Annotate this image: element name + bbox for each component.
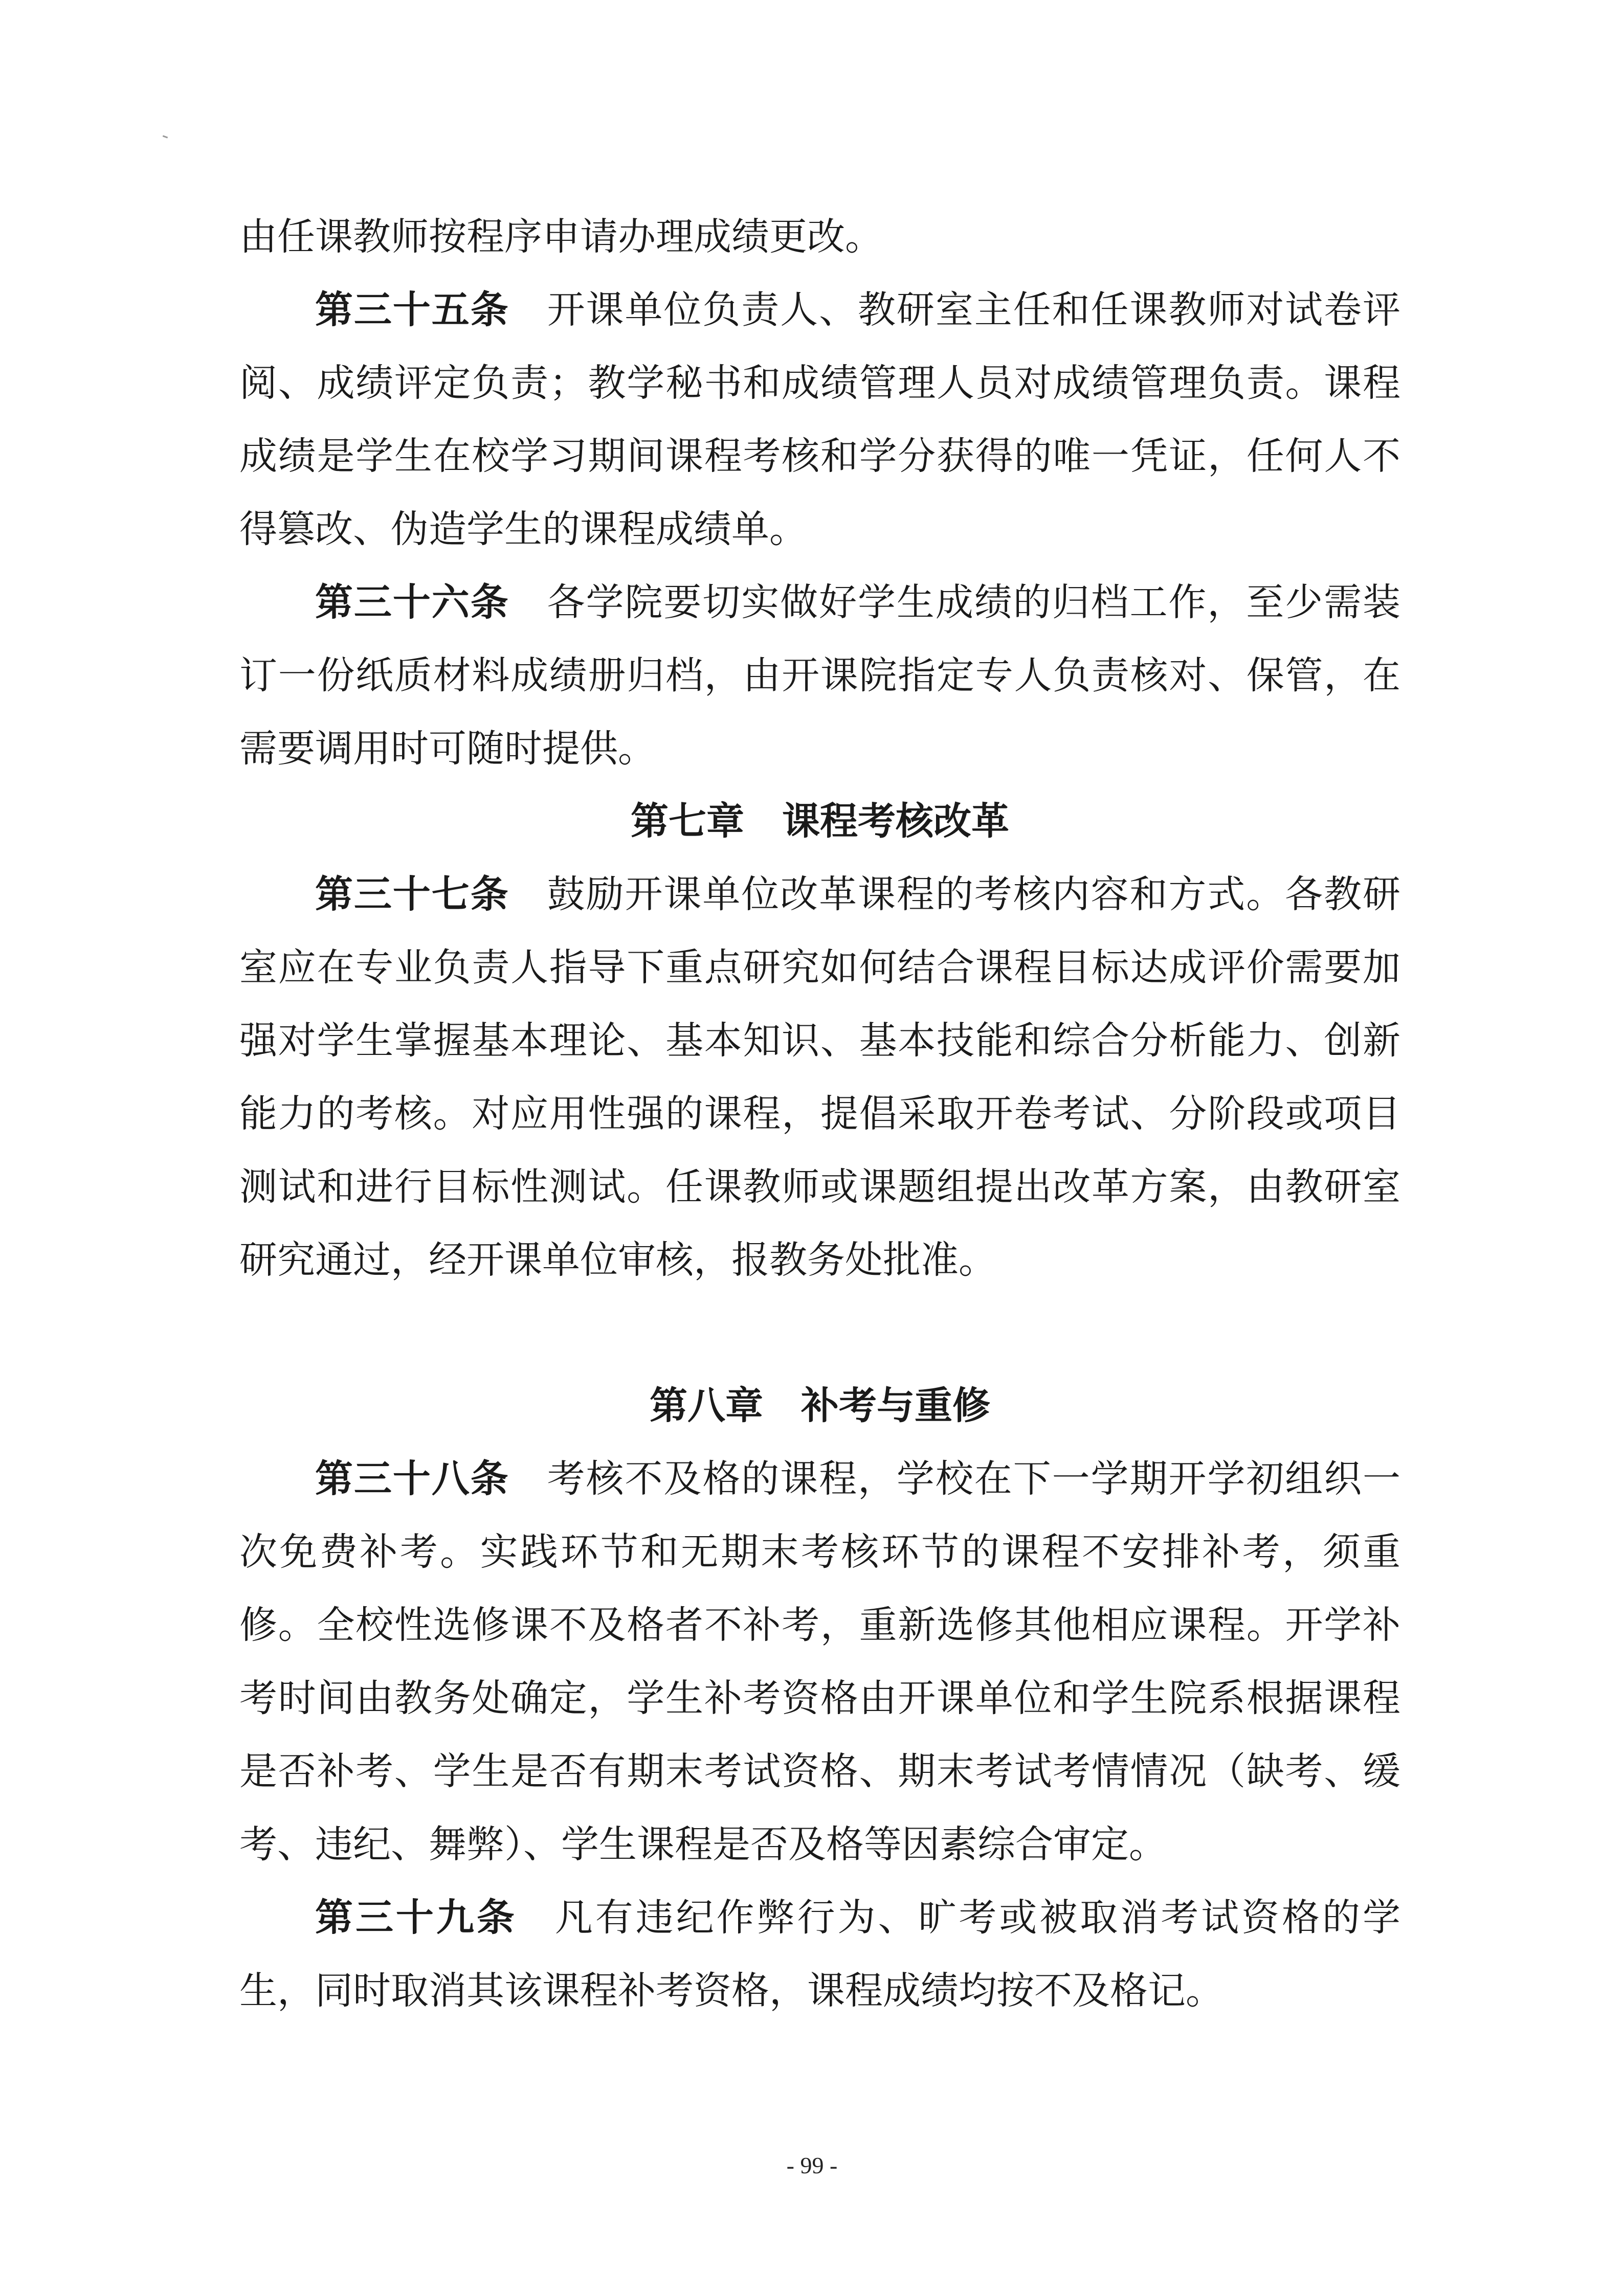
chapter-title-text: 课程考核改革 bbox=[782, 799, 1009, 843]
chapter-7-block bbox=[239, 785, 1400, 858]
article-number: 第三十八条 bbox=[315, 1457, 509, 1501]
continuation-paragraph bbox=[239, 200, 1400, 274]
article-37-block bbox=[239, 858, 1400, 1297]
article-36-paragraph bbox=[239, 566, 1400, 785]
chapter-number: 第八章 bbox=[650, 1384, 763, 1428]
article-number: 第三十七条 bbox=[315, 872, 509, 916]
scan-artifact-mark bbox=[163, 135, 168, 138]
article-text: 考核不及格的课程，学校在下一学期开学初组织一次免费补考。实践环节和无期末考核环节的课程不安排补考，须重修。全校性选修课不及格者不补考，重新选修其他相应课程。开学补考时间由教务处确定，学生补考资格由开课单位和学生院系根据课程是否补考、学生是否有期末考试资格、期末考试考情情况（缺考、缓考、违纪、舞弊）、学生课程是否及格等因素综合审定。 bbox=[239, 1457, 1401, 1866]
article-number: 第三十五条 bbox=[315, 288, 509, 332]
text-block-bottom bbox=[239, 1443, 1400, 2028]
paragraph-text: 由任课教师按程序申请办理成绩更改。 bbox=[239, 215, 883, 259]
article-text: 各学院要切实做好学生成绩的归档工作，至少需装订一份纸质材料成绩册归档，由开课院指定专人负责核对、保管，在需要调用时可随时提供。 bbox=[239, 580, 1401, 771]
article-text: 鼓励开课单位改革课程的考核内容和方式。各教研室应在专业负责人指导下重点研究如何结合课程目标达成评价需要加强对学生掌握基本理论、基本知识、基本技能和综合分析能力、创新能力的考核。对应用性强的课程，提倡采取开卷考试、分阶段或项目测试和进行目标性测试。任课教师或课题组提出改革方案，由教研室研究通过，经开课单位审核，报教务处批准。 bbox=[239, 872, 1401, 1282]
chapter-7-heading bbox=[239, 785, 1400, 858]
article-text: 凡有违纪作弊行为、旷考或被取消考试资格的学生，同时取消其该课程补考资格，课程成绩均按不及格记。 bbox=[239, 1896, 1401, 2013]
article-35-paragraph bbox=[239, 274, 1400, 566]
article-38-paragraph bbox=[239, 1443, 1400, 1881]
chapter-title-text: 补考与重修 bbox=[801, 1384, 990, 1428]
article-39-paragraph bbox=[239, 1881, 1400, 2028]
article-number: 第三十九条 bbox=[315, 1896, 517, 1940]
chapter-number: 第七章 bbox=[631, 799, 744, 843]
article-text: 开课单位负责人、教研室主任和任课教师对试卷评阅、成绩评定负责；教学秘书和成绩管理人员对成绩管理负责。课程成绩是学生在校学习期间课程考核和学分获得的唯一凭证，任何人不得篡改、伪造学生的课程成绩单。 bbox=[239, 288, 1401, 551]
page-number: - 99 - bbox=[786, 2152, 838, 2178]
chapter-8-heading bbox=[239, 1369, 1400, 1443]
article-number: 第三十六条 bbox=[315, 580, 509, 624]
article-37-paragraph bbox=[239, 858, 1400, 1297]
text-block-top bbox=[239, 200, 1400, 785]
chapter-8-block bbox=[239, 1369, 1400, 1443]
